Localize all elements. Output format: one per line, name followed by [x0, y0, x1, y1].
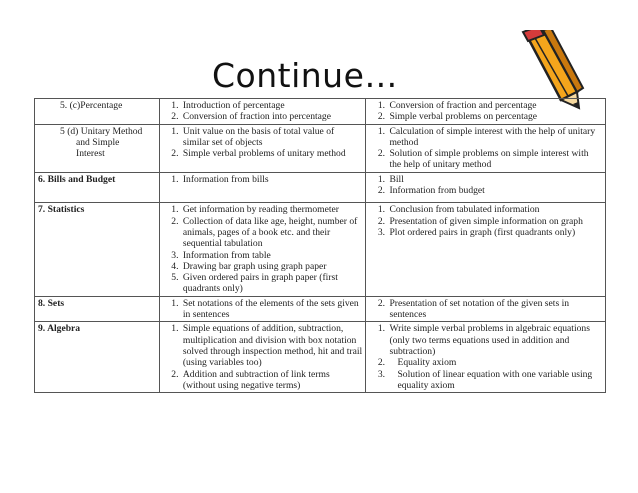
- table-row: [35, 124, 606, 172]
- topic-label: Interest: [76, 148, 105, 160]
- list-item: 1. Information from bills: [181, 174, 363, 185]
- topic-label: and Simple: [76, 136, 120, 148]
- list-item: 1. Unit value on the basis of total value of similar set of objects: [181, 126, 363, 149]
- list-item: 1. Conversion of fraction and percentage: [387, 100, 602, 111]
- curriculum-table: [34, 98, 606, 393]
- topic-label: 9. Algebra: [38, 323, 81, 335]
- slide-title: Continue…: [212, 56, 398, 95]
- list-item: 1. Bill: [387, 174, 602, 185]
- list-item: 2. Presentation of given simple information on graph: [387, 216, 602, 227]
- list-item: 2. Conversion of fraction into percentage: [181, 111, 363, 122]
- list-item: 4. Drawing bar graph using graph paper: [181, 261, 363, 272]
- objective-cell: [366, 296, 606, 322]
- list-item: 1. Introduction of percentage: [181, 100, 363, 111]
- content-cell: [159, 124, 366, 172]
- topic-label: 5. (c)Percentage: [60, 100, 123, 111]
- topic-label: 8. Sets: [38, 297, 65, 309]
- list-item: 2. Information from budget: [387, 185, 602, 196]
- list-item: 1. Get information by reading thermometer: [181, 204, 363, 215]
- objective-cell: [366, 322, 606, 393]
- objective-cell: [366, 203, 606, 296]
- topic-label: 7. Statistics: [38, 204, 85, 216]
- topic-cell: [35, 296, 160, 322]
- content-cell: [159, 172, 366, 203]
- list-item: 3. Information from table: [181, 250, 363, 261]
- content-cell: [159, 322, 366, 393]
- table-row: [35, 203, 606, 296]
- list-item: 2. Equality axiom: [387, 357, 602, 368]
- list-item: 2. Solution of simple problems on simple interest with the help of unitary method: [387, 148, 602, 171]
- list-item: 2. Presentation of set notation of the given sets in sentences: [387, 298, 602, 321]
- table-row: [35, 322, 606, 393]
- list-item: 2. Simple verbal problems of unitary method: [181, 148, 363, 159]
- topic-cell: [35, 203, 160, 296]
- topic-label: 5 (d) Unitary Method: [60, 125, 143, 137]
- list-item: 1. Set notations of the elements of the sets given in sentences: [181, 298, 363, 321]
- table-row: [35, 296, 606, 322]
- topic-cell: [35, 124, 160, 172]
- content-cell: [159, 203, 366, 296]
- list-item: 1. Conclusion from tabulated information: [387, 204, 602, 215]
- list-item: 3. Solution of linear equation with one variable using equality axiom: [387, 369, 602, 392]
- objective-cell: [366, 172, 606, 203]
- objective-cell: [366, 124, 606, 172]
- topic-cell: [35, 172, 160, 203]
- list-item: 2. Simple verbal problems on percentage: [387, 111, 602, 122]
- list-item: 1. Simple equations of addition, subtraction, multiplication and division with box notation solved through inspection method, hit and trail (using variables too): [181, 323, 363, 368]
- objective-cell: [366, 99, 606, 125]
- topic-label: 6. Bills and Budget: [38, 173, 116, 185]
- list-item: 5. Given ordered pairs in graph paper (first quadrants only): [181, 272, 363, 295]
- list-item: 1. Write simple verbal problems in algebraic equations (only two terms equations used in addition and subtraction): [387, 323, 602, 357]
- topic-cell: [35, 99, 160, 125]
- table-row: [35, 99, 606, 125]
- list-item: 2. Addition and subtraction of link terms (without using negative terms): [181, 369, 363, 392]
- topic-cell: [35, 322, 160, 393]
- content-cell: [159, 99, 366, 125]
- list-item: 1. Calculation of simple interest with the help of unitary method: [387, 126, 602, 149]
- table-row: [35, 172, 606, 203]
- content-cell: [159, 296, 366, 322]
- list-item: 2. Collection of data like age, height, number of animals, pages of a book etc. and their sequential tabulation: [181, 216, 363, 250]
- list-item: 3. Plot ordered pairs in graph (first quadrants only): [387, 227, 602, 238]
